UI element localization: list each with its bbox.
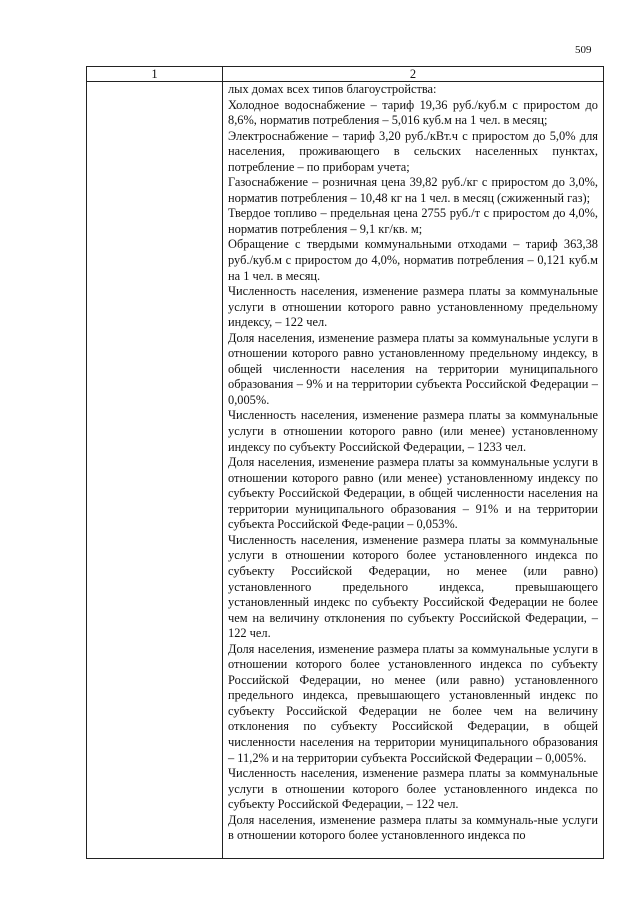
paragraph: Доля населения, изменение размера платы за коммунальные услуги в отношении которого равно установленному предельному индексу, в общей численности населения на территории муниципального образования – 9% и на территории субъекта Российской Федерации – 0,005%. xyxy=(228,330,598,407)
document-table xyxy=(86,66,604,859)
content-cell xyxy=(223,82,604,859)
paragraph: Доля населения, изменение размера платы за коммунальные услуги в отношении которого более установленного индекса по субъекту Российской Федерации, но менее (или равно) установленного предельного индекса, превышающего установленный индекс по субъекту Российской Федерации не более чем на величину отклонения по субъекту Российской Федерации, в общей численности населения на территории муниципального образования – 11,2% и на территории субъекта Российской Федерации – 0,005%. xyxy=(228,641,598,765)
paragraph: Доля населения, изменение размера платы за коммуналь-ные услуги в отношении которого более установленного индекса по xyxy=(228,812,598,843)
table-header-row xyxy=(87,67,604,82)
empty-cell xyxy=(87,82,223,859)
column-header-2: 2 xyxy=(223,67,604,82)
paragraph: Доля населения, изменение размера платы за коммунальные услуги в отношении которого равно (или менее) установленному индексу по субъекту Российской Федерации, в общей численности населения на территории муниципального образования – 91% и на территории субъекта Российской Феде-рации – 0,053%. xyxy=(228,455,598,532)
paragraph: Обращение с твердыми коммунальными отходами – тариф 363,38 руб./куб.м с приростом до 4,0%, норматив потребления – 0,121 куб.м на 1 чел. в месяц. xyxy=(228,237,598,283)
page-number: 509 xyxy=(575,44,592,56)
paragraph: Численность населения, изменение размера платы за коммунальные услуги в отношении которого более установленного индекса по субъекту Российской Федерации, но менее (или равно) установленного предельного индекса, превышающего установленный индекс по субъекту Российской Федерации не более чем на величину отклонения по субъекту Российской Федерации, – 122 чел. xyxy=(228,532,598,641)
table-body-row xyxy=(87,82,604,859)
paragraph: Твердое топливо – предельная цена 2755 руб./т с приростом до 4,0%, норматив потребления – 9,1 кг/кв. м; xyxy=(228,206,598,236)
paragraph: Численность населения, изменение размера платы за коммунальные услуги в отношении которого равно установленному предельному индексу, – 122 чел. xyxy=(228,284,598,330)
paragraph: Газоснабжение – розничная цена 39,82 руб./кг с приростом до 3,0%, норматив потребления – 10,48 кг на 1 чел. в месяц (сжиженный газ); xyxy=(228,175,598,205)
paragraph: Численность населения, изменение размера платы за коммунальные услуги в отношении которого равно (или менее) установленному индексу по субъекту Российской Федерации, – 1233 чел. xyxy=(228,408,598,454)
paragraph: Электроснабжение – тариф 3,20 руб./кВт.ч с приростом до 5,0% для населения, проживающего в сельских населенных пунктах, потребление – по приборам учета; xyxy=(228,128,598,174)
paragraph: Холодное водоснабжение – тариф 19,36 руб./куб.м с приростом до 8,6%, норматив потребления – 5,016 куб.м на 1 чел. в месяц; xyxy=(228,97,598,128)
paragraph: Численность населения, изменение размера платы за коммунальные услуги в отношении которого более установленного индекса по субъекту Российской Федерации, – 122 чел. xyxy=(228,766,598,812)
paragraph: лых домах всех типов благоустройства: xyxy=(228,82,437,96)
column-header-1: 1 xyxy=(87,67,223,82)
